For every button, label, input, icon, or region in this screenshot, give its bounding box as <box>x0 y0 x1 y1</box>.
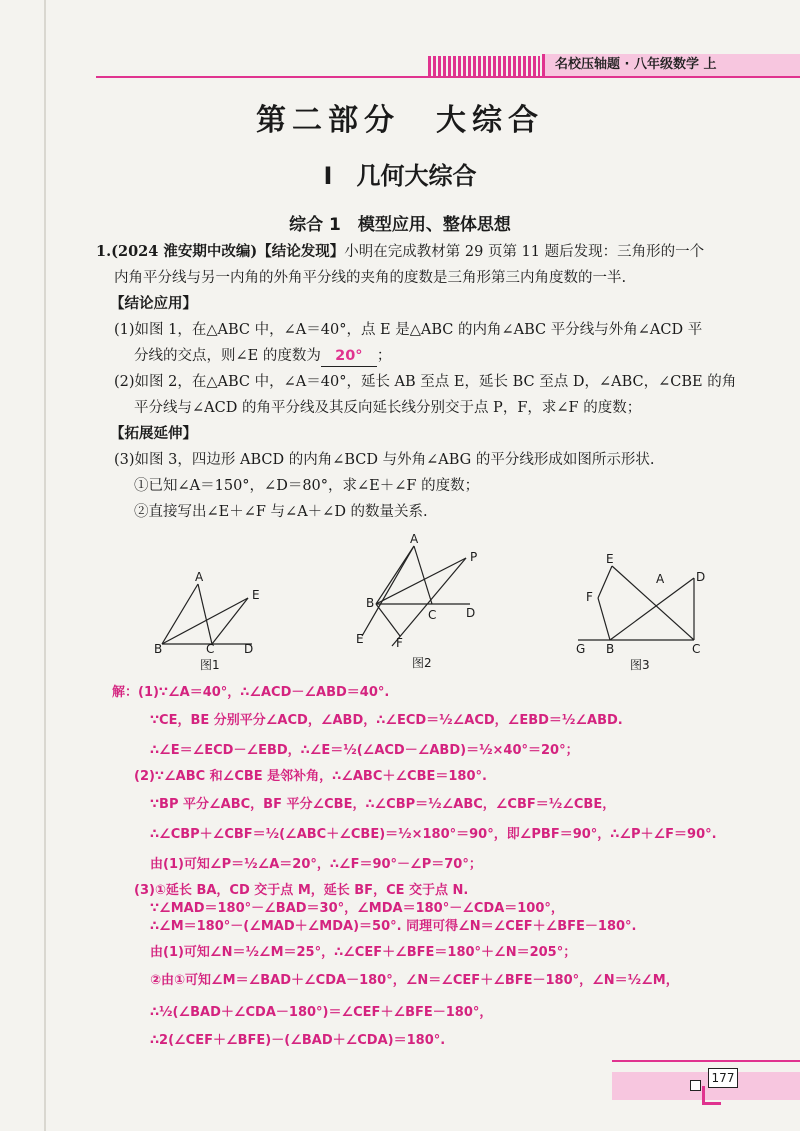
tag-application: 【结论应用】 <box>110 295 197 312</box>
header-stripes <box>428 56 540 76</box>
intro-line-1: 小明在完成教材第 29 页第 11 题后发现：三角形的一个 <box>344 244 705 260</box>
q1-line-1: (1)如图 1，在△ABC 中，∠A＝40°，点 E 是△ABC 的内角∠ABC 平分线与外角∠ACD 平 <box>114 322 703 338</box>
fig3-label-D: D <box>696 570 706 584</box>
fig3-label-B: B <box>606 642 615 656</box>
q3-sub-2: ②直接写出∠E＋∠F 与∠A＋∠D 的数量关系. <box>134 504 428 520</box>
fig1-label-A: A <box>195 570 204 584</box>
solution-line-10: ∴∠M＝180°－(∠MAD＋∠MDA)＝50°. 同理可得∠N＝∠CEF＋∠BFE－180°. <box>150 919 637 934</box>
footer-square-icon <box>690 1080 701 1091</box>
q1-end: ； <box>376 348 392 364</box>
fig1-label-D: D <box>244 642 254 656</box>
footer-rule <box>612 1060 800 1062</box>
q3-line-1: (3)如图 3，四边形 ABCD 的内角∠BCD 与外角∠ABG 的平分线形成如图所示形状. <box>114 452 655 468</box>
fig2-label-C: C <box>428 608 437 622</box>
fig2-label-P: P <box>470 550 478 564</box>
fig3-label-E: E <box>606 552 614 566</box>
solution-line-13: ∴½(∠BAD＋∠CDA－180°)＝∠CEF＋∠BFE－180°， <box>150 1005 493 1020</box>
figure-1 <box>162 584 252 644</box>
solution-line-1: 解：(1)∵∠A＝40°，∴∠ACD－∠ABD＝40°. <box>112 685 390 700</box>
fig3-caption: 图3 <box>630 658 650 672</box>
footer-corner-icon <box>702 1086 721 1105</box>
problem-first-line <box>96 242 704 262</box>
problem-number: 1. <box>96 243 112 260</box>
solution-line-4: (2)∵∠ABC 和∠CBE 是邻补角，∴∠ABC＋∠CBE＝180°. <box>134 769 487 784</box>
fig2-label-F: F <box>396 636 403 650</box>
fig1-label-B: B <box>154 642 163 656</box>
fig2-caption: 图2 <box>412 656 432 670</box>
fig3-label-G: G <box>576 642 586 656</box>
header-series-title: 名校压轴题 · 八年级数学 上 <box>542 54 800 76</box>
page-number: 177 <box>708 1068 738 1088</box>
solution-line-12: ②由①可知∠M＝∠BAD＋∠CDA－180°，∠N＝∠CEF＋∠BFE－180°，∠N＝½∠M， <box>150 973 679 988</box>
q1-text: 分线的交点，则∠E 的度数为 <box>134 348 321 364</box>
problem-source: (2024 淮安期中改编) <box>111 243 258 260</box>
solution-line-8: (3)①延长 BA，CD 交于点 M，延长 BF，CE 交于点 N. <box>134 883 469 898</box>
q1-line-2 <box>134 346 391 367</box>
fig2-label-E: E <box>356 632 364 646</box>
fig2-label-A: A <box>410 532 419 546</box>
solution-line-14: ∴2(∠CEF＋∠BFE)－(∠BAD＋∠CDA)＝180°. <box>150 1033 446 1048</box>
q2-line-1: (2)如图 2，在△ABC 中，∠A＝40°，延长 AB 至点 E，延长 BC 至点 D，∠ABC，∠CBE 的角 <box>114 374 737 390</box>
fig1-label-E: E <box>252 588 260 602</box>
subsection-title: 综合 1 模型应用、整体思想 <box>289 215 511 235</box>
solution-line-9: ∵∠MAD＝180°－∠BAD＝30°，∠MDA＝180°－∠CDA＝100°， <box>150 901 564 916</box>
solution-line-11: 由(1)可知∠N＝½∠M＝25°，∴∠CEF＋∠BFE＝180°＋∠N＝205°； <box>150 945 577 960</box>
intro-line-2: 内角平分线与另一内角的外角平分线的夹角的度数是三角形第三内角度数的一半. <box>114 270 627 286</box>
fig3-label-A: A <box>656 572 665 586</box>
tag-discovery: 【结论发现】 <box>257 243 345 260</box>
figure-3 <box>578 566 694 640</box>
tag-extension: 【拓展延伸】 <box>110 425 197 442</box>
solution-line-6: ∴∠CBP＋∠CBF＝½(∠ABC＋∠CBE)＝½×180°＝90°，即∠PBF＝90°，∴∠P＋∠F＝90°. <box>150 827 717 842</box>
fig1-label-C: C <box>206 642 215 656</box>
solution-line-2: ∵CE，BE 分别平分∠ACD，∠ABD，∴∠ECD＝½∠ACD，∠EBD＝½∠ABD. <box>150 713 623 728</box>
part-title: 第二部分 大综合 <box>256 103 544 138</box>
section-title: Ⅰ 几何大综合 <box>323 162 477 190</box>
fig1-caption: 图1 <box>200 658 220 672</box>
fig2-label-D: D <box>466 606 476 620</box>
fig3-label-C: C <box>692 642 701 656</box>
solution-line-5: ∵BP 平分∠ABC，BF 平分∠CBE，∴∠CBP＝½∠ABC，∠CBF＝½∠CBE， <box>150 797 616 812</box>
q3-sub-1: ①已知∠A＝150°，∠D＝80°，求∠E＋∠F 的度数； <box>134 478 480 494</box>
solution-line-3: ∴∠E＝∠ECD－∠EBD，∴∠E＝½(∠ACD－∠ABD)＝½×40°＝20°； <box>150 743 579 758</box>
fig3-label-F: F <box>586 590 593 604</box>
figure-2 <box>362 546 470 646</box>
header-rule <box>96 76 800 78</box>
q2-line-2: 平分线与∠ACD 的角平分线及其反向延长线分别交于点 P，F，求∠F 的度数； <box>134 400 642 416</box>
solution-line-7: 由(1)可知∠P＝½∠A＝20°，∴∠F＝90°－∠P＝70°； <box>150 857 482 872</box>
q1-answer-blank: 20° <box>321 346 377 367</box>
fig2-label-B: B <box>366 596 375 610</box>
